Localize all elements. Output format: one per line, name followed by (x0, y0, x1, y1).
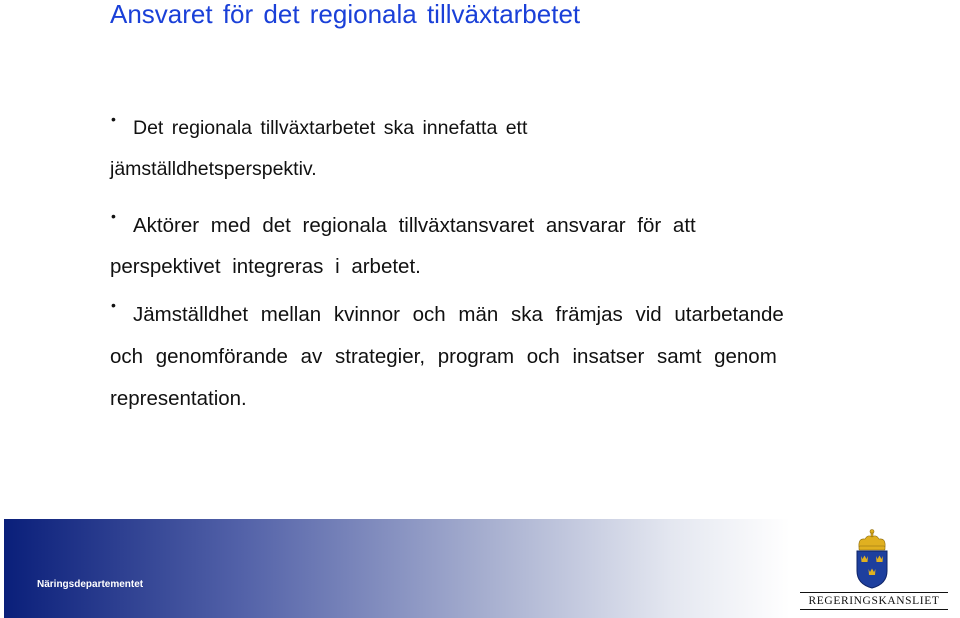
footer (4, 519, 960, 618)
bullet-list (110, 108, 900, 420)
footer-gradient-band (4, 519, 790, 618)
swedish-coat-of-arms-icon (850, 529, 894, 589)
slide-title: Ansvaret för det regionala tillväxtarbetet (110, 0, 581, 29)
bullet-item (110, 294, 900, 420)
bullet-dot: • (111, 208, 116, 224)
bullet-dot: • (111, 297, 116, 313)
bullet-line: Det regionala tillväxtarbetet ska innefatta ett (133, 117, 528, 139)
bullet-line: perspektivet integreras i arbetet. (110, 255, 421, 278)
logo-wordmark: REGERINGSKANSLIET (800, 592, 948, 610)
bullet-line: jämställdhetsperspektiv. (110, 158, 317, 180)
bullet-line: Aktörer med det regionala tillväxtansvaret ansvarar för att (133, 214, 696, 237)
government-logo (800, 529, 950, 615)
bullet-line: representation. (110, 387, 247, 410)
bullet-item (110, 108, 900, 190)
bullet-line: Jämställdhet mellan kvinnor och män ska främjas vid utarbetande (133, 303, 784, 326)
bullet-line: och genomförande av strategier, program och insatser samt genom (110, 345, 777, 368)
bullet-item (110, 205, 900, 287)
bullet-dot: • (111, 111, 116, 127)
department-name: Näringsdepartementet (37, 579, 144, 590)
